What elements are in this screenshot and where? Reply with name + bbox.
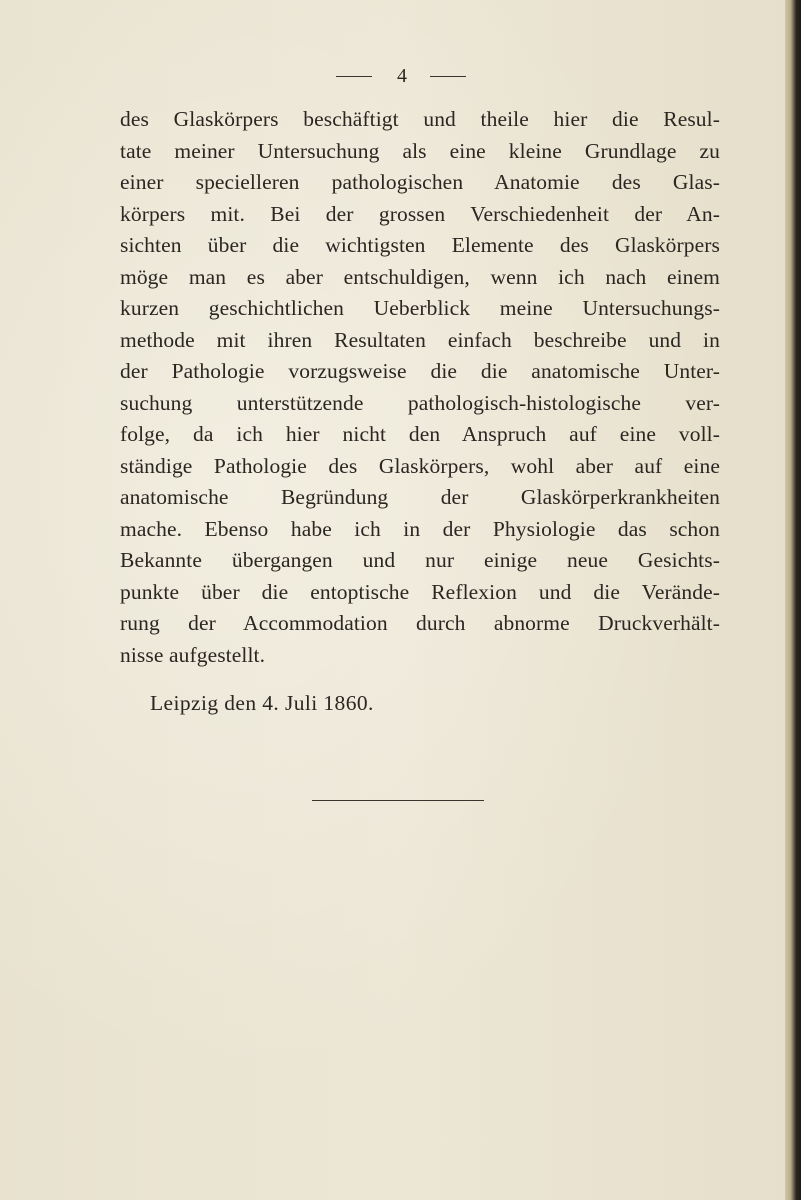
place-date-signature: Leipzig den 4. Juli 1860. <box>150 691 374 715</box>
text-line: der Pathologie vorzugsweise die die anatomische Unter- <box>120 359 720 383</box>
text-line: tate meiner Untersuchung als eine kleine Grundlage zu <box>120 138 720 163</box>
text-line: Bekannte übergangen und nur einige neue Gesichts- <box>120 548 720 572</box>
text-line: anatomische Begründung der Glaskörperkrankheiten <box>120 485 720 509</box>
text-line: ständige Pathologie des Glaskörpers, wohl aber auf eine <box>120 453 720 478</box>
closing-rule <box>312 800 484 801</box>
text-line: suchung unterstützende pathologisch-histologische ver- <box>120 390 720 415</box>
page-number: 4 <box>397 65 407 87</box>
text-line: möge man es aber entschuldigen, wenn ich nach einem <box>120 264 720 289</box>
text-line: nisse aufgestellt. <box>120 642 266 667</box>
page-number-dash-right <box>430 76 466 77</box>
text-line: folge, da ich hier nicht den Anspruch auf eine voll- <box>120 422 720 446</box>
text-line: rung der Accommodation durch abnorme Druckverhält- <box>120 611 720 635</box>
text-line: mache. Ebenso habe ich in der Physiologie das schon <box>120 516 720 541</box>
page-header <box>0 64 801 88</box>
text-line: des Glaskörpers beschäftigt und theile hier die Resul- <box>120 107 720 131</box>
text-line: sichten über die wichtigsten Elemente des Glaskörpers <box>120 233 720 257</box>
text-line: punkte über die entoptische Reflexion und die Verände- <box>120 579 720 604</box>
text-line: kurzen geschichtlichen Ueberblick meine Untersuchungs- <box>120 296 720 320</box>
text-line: einer specielleren pathologischen Anatomie des Glas- <box>120 170 720 194</box>
binding-edge <box>785 0 801 1200</box>
preface-paragraph <box>120 104 720 671</box>
page-number-dash-left <box>336 76 372 77</box>
text-line: methode mit ihren Resultaten einfach beschreibe und in <box>120 327 720 352</box>
text-line: körpers mit. Bei der grossen Verschiedenheit der An- <box>120 201 720 226</box>
